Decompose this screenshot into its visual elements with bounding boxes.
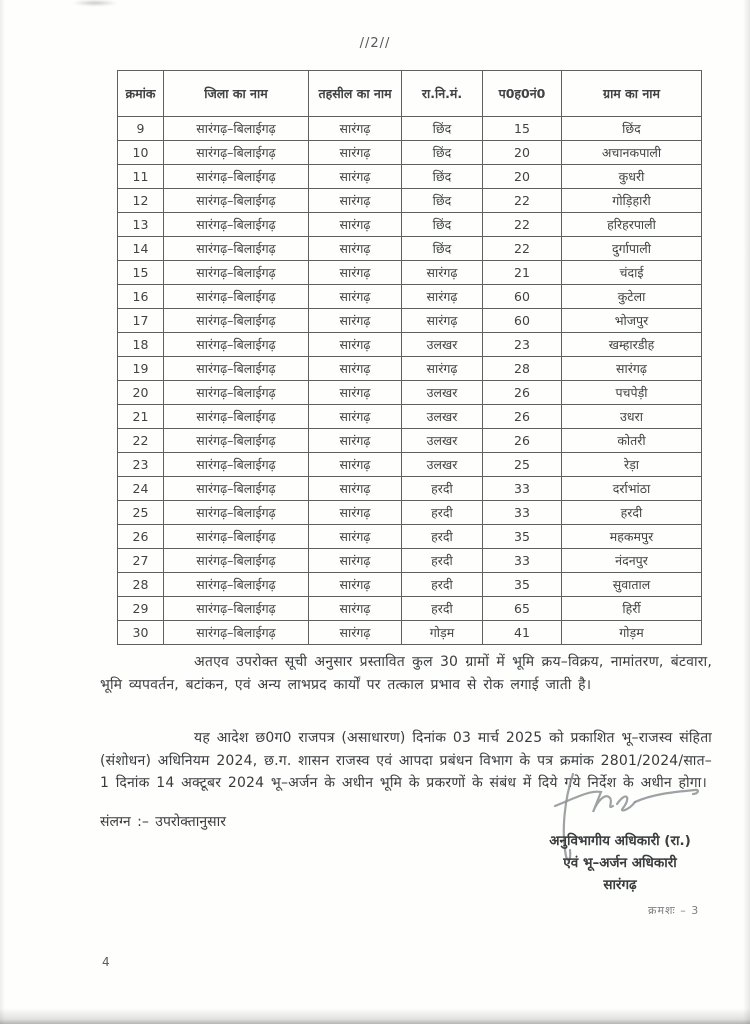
table-cell: कुटेला [562, 285, 702, 309]
table-row [118, 621, 702, 645]
table-cell: अचानकपाली [562, 141, 702, 165]
table-row [118, 549, 702, 573]
table-cell: भोजपुर [562, 309, 702, 333]
order-paragraph-2: यह आदेश छ0ग0 राजपत्र (असाधारण) दिनांक 03 मार्च 2025 को प्रकाशित भू–राजस्व संहिता (संशोधन) अधिनियम 2024, छ.ग. शासन राजस्व एवं आपदा प्रबंधन विभाग के पत्र क्रमांक 2801/2024/सात–1 दिनांक 14 अक्टूबर 2024 भू–अर्जन के अधीन भूमि के प्रकरणों के संबंध में दिये गये निर्देश के अधीन होगा। [100, 730, 712, 791]
table-cell: सारंगढ़ [309, 477, 402, 501]
table-cell: 25 [483, 453, 562, 477]
table-cell: 20 [483, 165, 562, 189]
col-header-serial: क्रमांक [118, 71, 164, 117]
table-cell: 10 [118, 141, 164, 165]
table-cell: सारंगढ़ [402, 357, 483, 381]
table-cell: सारंगढ़ [309, 213, 402, 237]
table-cell: छिंद [402, 237, 483, 261]
table-cell: 22 [483, 189, 562, 213]
table-cell: हरदी [402, 477, 483, 501]
table-cell: 20 [118, 381, 164, 405]
table-row [118, 261, 702, 285]
table-cell: 60 [483, 309, 562, 333]
table-cell: सारंगढ़–बिलाईगढ़ [164, 261, 309, 285]
table-cell: 23 [483, 333, 562, 357]
table-cell: सारंगढ़ [309, 429, 402, 453]
table-cell: सारंगढ़ [309, 381, 402, 405]
table-cell: सारंगढ़–बिलाईगढ़ [164, 165, 309, 189]
table-cell: खम्हारडीह [562, 333, 702, 357]
table-cell: सारंगढ़ [309, 141, 402, 165]
table-cell: छिंद [402, 189, 483, 213]
table-cell: 22 [483, 213, 562, 237]
table-row [118, 477, 702, 501]
table-row [118, 213, 702, 237]
table-cell: महकमपुर [562, 525, 702, 549]
table-cell: सारंगढ़–बिलाईगढ़ [164, 237, 309, 261]
table-cell: हरदी [402, 597, 483, 621]
scan-smudge [72, 0, 118, 6]
table-cell: रेड़ा [562, 453, 702, 477]
table-row [118, 573, 702, 597]
scan-edge-left [0, 0, 5, 1024]
table-cell: सारंगढ़–बिलाईगढ़ [164, 477, 309, 501]
table-cell: सारंगढ़–बिलाईगढ़ [164, 549, 309, 573]
table-cell: सारंगढ़ [309, 165, 402, 189]
col-header-phn: प0ह0नं0 [483, 71, 562, 117]
col-header-tehsil: तहसील का नाम [309, 71, 402, 117]
table-cell: 13 [118, 213, 164, 237]
table-cell: 15 [483, 117, 562, 141]
table-cell: सारंगढ़–बिलाईगढ़ [164, 573, 309, 597]
table-cell: छिंद [402, 213, 483, 237]
table-cell: 12 [118, 189, 164, 213]
table-cell: 22 [118, 429, 164, 453]
table-row [118, 117, 702, 141]
table-cell: पचपेड़ी [562, 381, 702, 405]
table-cell: सारंगढ़–बिलाईगढ़ [164, 621, 309, 645]
table-cell: सारंगढ़ [309, 573, 402, 597]
table-cell: उलखर [402, 429, 483, 453]
table-cell: 35 [483, 525, 562, 549]
table-cell: सारंगढ़–बिलाईगढ़ [164, 117, 309, 141]
table-row [118, 405, 702, 429]
table-cell: सारंगढ़ [309, 621, 402, 645]
table-cell: सारंगढ़ [309, 261, 402, 285]
table-cell: 15 [118, 261, 164, 285]
table-cell: सारंगढ़ [402, 285, 483, 309]
page-top-marker: //2// [359, 36, 391, 51]
table-cell: 33 [483, 501, 562, 525]
table-cell: सारंगढ़ [309, 405, 402, 429]
table-cell: दुर्गापाली [562, 237, 702, 261]
page-number: 4 [102, 955, 110, 969]
table-cell: 26 [483, 381, 562, 405]
table-cell: 20 [483, 141, 562, 165]
table-row [118, 453, 702, 477]
table-cell: छिंद [402, 165, 483, 189]
table-cell: सारंगढ़–बिलाईगढ़ [164, 381, 309, 405]
table-cell: 14 [118, 237, 164, 261]
table-cell: सारंगढ़ [309, 285, 402, 309]
table-cell: सारंगढ़–बिलाईगढ़ [164, 141, 309, 165]
table-row [118, 597, 702, 621]
table-cell: सुवाताल [562, 573, 702, 597]
table-cell: 19 [118, 357, 164, 381]
table-cell: 60 [483, 285, 562, 309]
table-cell: 18 [118, 333, 164, 357]
table-cell: उलखर [402, 381, 483, 405]
table-cell: 26 [483, 429, 562, 453]
table-row [118, 381, 702, 405]
table-cell: सारंगढ़ [309, 237, 402, 261]
table-cell: सारंगढ़ [309, 597, 402, 621]
signatory-place: सारंगढ़ [603, 877, 637, 893]
table-cell: गोड़म [402, 621, 483, 645]
table-cell: 22 [483, 237, 562, 261]
table-cell: हरदी [562, 501, 702, 525]
table-cell: हरदी [402, 549, 483, 573]
signatory-title-line-1: अनुविभागीय अधिकारी (रा.) [549, 833, 691, 849]
table-cell: सारंगढ़ [309, 309, 402, 333]
table-cell: सारंगढ़–बिलाईगढ़ [164, 405, 309, 429]
table-row [118, 309, 702, 333]
table-cell: सारंगढ़–बिलाईगढ़ [164, 213, 309, 237]
table-cell: सारंगढ़ [309, 525, 402, 549]
table-cell: 9 [118, 117, 164, 141]
continuation-marker: क्रमशः – 3 [648, 904, 700, 917]
records-table-header [118, 71, 702, 117]
table-cell: छिंद [562, 117, 702, 141]
table-cell: छिंद [402, 141, 483, 165]
table-cell: कोतरी [562, 429, 702, 453]
table-cell: सारंगढ़ [309, 501, 402, 525]
table-cell: उलखर [402, 405, 483, 429]
table-cell: उलखर [402, 453, 483, 477]
table-cell: हरिहरपाली [562, 213, 702, 237]
table-cell: सारंगढ़ [402, 261, 483, 285]
table-cell: 30 [118, 621, 164, 645]
table-cell: 29 [118, 597, 164, 621]
table-cell: 41 [483, 621, 562, 645]
table-row [118, 333, 702, 357]
table-cell: सारंगढ़ [402, 309, 483, 333]
table-cell: सारंगढ़–बिलाईगढ़ [164, 597, 309, 621]
table-row [118, 189, 702, 213]
table-cell: सारंगढ़–बिलाईगढ़ [164, 525, 309, 549]
table-cell: 26 [118, 525, 164, 549]
table-cell: 11 [118, 165, 164, 189]
table-cell: 33 [483, 477, 562, 501]
table-cell: दर्राभांठा [562, 477, 702, 501]
table-cell: सारंगढ़ [309, 357, 402, 381]
table-cell: सारंगढ़ [562, 357, 702, 381]
table-cell: सारंगढ़ [309, 117, 402, 141]
table-cell: सारंगढ़–बिलाईगढ़ [164, 333, 309, 357]
table-cell: सारंगढ़ [309, 549, 402, 573]
signature-block [515, 830, 725, 896]
table-cell: 25 [118, 501, 164, 525]
table-row [118, 429, 702, 453]
table-cell: सारंगढ़–बिलाईगढ़ [164, 189, 309, 213]
table-row [118, 141, 702, 165]
header-row [118, 71, 702, 117]
table-cell: सारंगढ़–बिलाईगढ़ [164, 357, 309, 381]
scan-edge-bottom [0, 1008, 750, 1024]
col-header-district: जिला का नाम [164, 71, 309, 117]
table-cell: नंदनपुर [562, 549, 702, 573]
table-cell: 26 [483, 405, 562, 429]
records-table-body [118, 117, 702, 645]
table-cell: हरदी [402, 573, 483, 597]
table-cell: 24 [118, 477, 164, 501]
table-cell: कुधरी [562, 165, 702, 189]
table-cell: गोड़िहारी [562, 189, 702, 213]
table-cell: 65 [483, 597, 562, 621]
table-cell: छिंद [402, 117, 483, 141]
table-cell: 17 [118, 309, 164, 333]
table-cell: उलखर [402, 333, 483, 357]
table-row [118, 285, 702, 309]
table-cell: हिर्री [562, 597, 702, 621]
records-table [117, 70, 702, 645]
table-cell: 21 [118, 405, 164, 429]
order-paragraph-1: अतएव उपरोक्त सूची अनुसार प्रस्तावित कुल 30 ग्रामों में भूमि क्रय–विक्रय, नामांतरण, बंटवारा, भूमि व्यपवर्तन, बटांकन, एवं अन्य लाभप्रद कार्यों पर तत्काल प्रभाव से रोक लगाई जाती है। [100, 654, 712, 693]
table-cell: चंदाई [562, 261, 702, 285]
table-cell: 23 [118, 453, 164, 477]
table-cell: सारंगढ़ [309, 189, 402, 213]
table-cell: 33 [483, 549, 562, 573]
table-cell: हरदी [402, 501, 483, 525]
table-cell: सारंगढ़–बिलाईगढ़ [164, 429, 309, 453]
table-row [118, 237, 702, 261]
table-cell: 21 [483, 261, 562, 285]
col-header-village: ग्राम का नाम [562, 71, 702, 117]
table-cell: सारंगढ़–बिलाईगढ़ [164, 453, 309, 477]
table-cell: 28 [483, 357, 562, 381]
table-cell: सारंगढ़–बिलाईगढ़ [164, 501, 309, 525]
table-cell: 28 [118, 573, 164, 597]
table-cell: सारंगढ़ [309, 333, 402, 357]
table-cell: 27 [118, 549, 164, 573]
table-cell: सारंगढ़–बिलाईगढ़ [164, 285, 309, 309]
table-row [118, 501, 702, 525]
table-cell: सारंगढ़ [309, 453, 402, 477]
signatory-title-line-2: एवं भू–अर्जन अधिकारी [563, 855, 677, 871]
table-cell: 35 [483, 573, 562, 597]
col-header-rnm: रा.नि.मं. [402, 71, 483, 117]
scan-edge-right [743, 0, 750, 1024]
table-row [118, 165, 702, 189]
table-cell: 16 [118, 285, 164, 309]
table-cell: गोड़म [562, 621, 702, 645]
table-row [118, 525, 702, 549]
table-row [118, 357, 702, 381]
table-cell: हरदी [402, 525, 483, 549]
table-cell: उधरा [562, 405, 702, 429]
attachment-line: संलग्न :– उपरोक्तानुसार [100, 814, 226, 830]
table-cell: सारंगढ़–बिलाईगढ़ [164, 309, 309, 333]
